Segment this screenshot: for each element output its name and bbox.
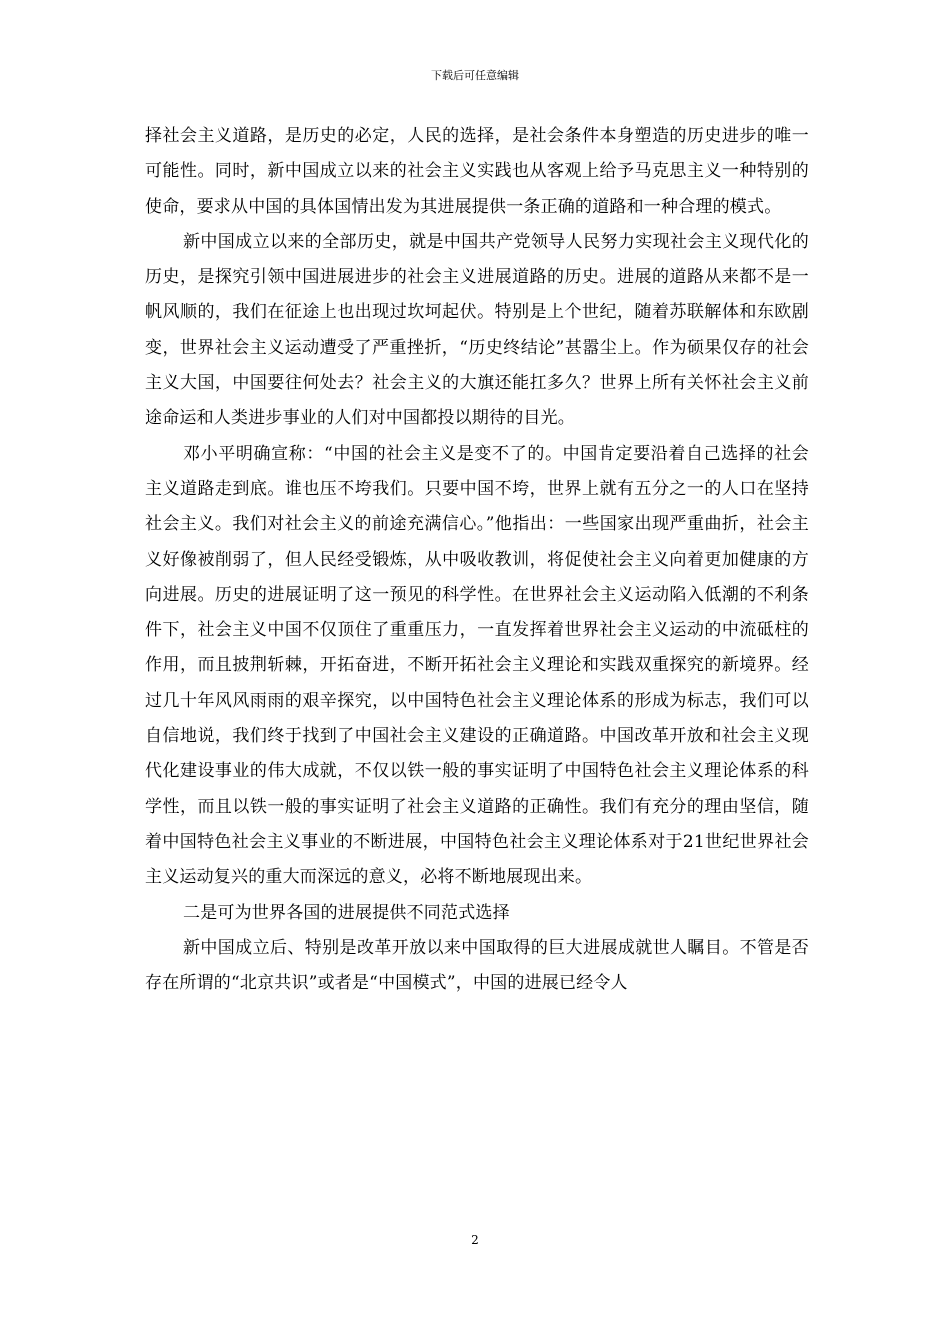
- page-header: 下载后可任意编辑: [431, 69, 519, 82]
- paragraph-2: 新中国成立以来的全部历史，就是中国共产党领导人民努力实现社会主义现代化的历史，是探究引领中国进展进步的社会主义进展道路的历史。进展的道路从来都不是一帆风顺的，我们在征途上也出现过坎坷起伏。特别是上个世纪，随着苏联解体和东欧剧变，世界社会主义运动遭受了严重挫折，“历史终结论”甚嚣尘上。作为硕果仅存的社会主义大国，中国要往何处去？社会主义的大旗还能扛多久？世界上所有关怀社会主义前途命运和人类进步事业的人们对中国都投以期待的目光。: [145, 231, 809, 429]
- paragraph-4: 新中国成立后、特别是改革开放以来中国取得的巨大进展成就世人瞩目。不管是否存在所谓的“北京共识”或者是“中国模式”，中国的进展已经令人: [145, 937, 809, 994]
- section-heading: 二是可为世界各国的进展提供不同范式选择: [183, 902, 510, 923]
- paragraph-3: 邓小平明确宣称：“中国的社会主义是变不了的。中国肯定要沿着自己选择的社会主义道路走到底。谁也压不垮我们。只要中国不垮，世界上就有五分之一的人口在坚持社会主义。我们对社会主义的前途充满信心。”他指出：一些国家出现严重曲折，社会主义好像被削弱了，但人民经受锻炼，从中吸收教训，将促使社会主义向着更加健康的方向进展。历史的进展证明了这一预见的科学性。在世界社会主义运动陷入低潮的不利条件下，社会主义中国不仅顶住了重重压力，一直发挥着世界社会主义运动的中流砥柱的作用，而且披荆斩棘，开拓奋进，不断开拓社会主义理论和实践双重探究的新境界。经过几十年风风雨雨的艰辛探究，以中国特色社会主义理论体系的形成为标志，我们可以自信地说，我们终于找到了中国社会主义建设的正确道路。中国改革开放和社会主义现代化建设事业的伟大成就，不仅以铁一般的事实证明了中国特色社会主义理论体系的科学性，而且以铁一般的事实证明了社会主义道路的正确性。我们有充分的理由坚信，随着中国特色社会主义事业的不断进展，中国特色社会主义理论体系对于21世纪世界社会主义运动复兴的重大而深远的意义，必将不断地展现出来。: [145, 443, 809, 888]
- page-number: 2: [471, 1233, 479, 1247]
- paragraph-1: 择社会主义道路，是历史的必定，人民的选择，是社会条件本身塑造的历史进步的唯一可能性。同时，新中国成立以来的社会主义实践也从客观上给予马克思主义一种特别的使命，要求从中国的具体国情出发为其进展提供一条正确的道路和一种合理的模式。: [145, 126, 809, 217]
- document-body: [145, 119, 809, 1001]
